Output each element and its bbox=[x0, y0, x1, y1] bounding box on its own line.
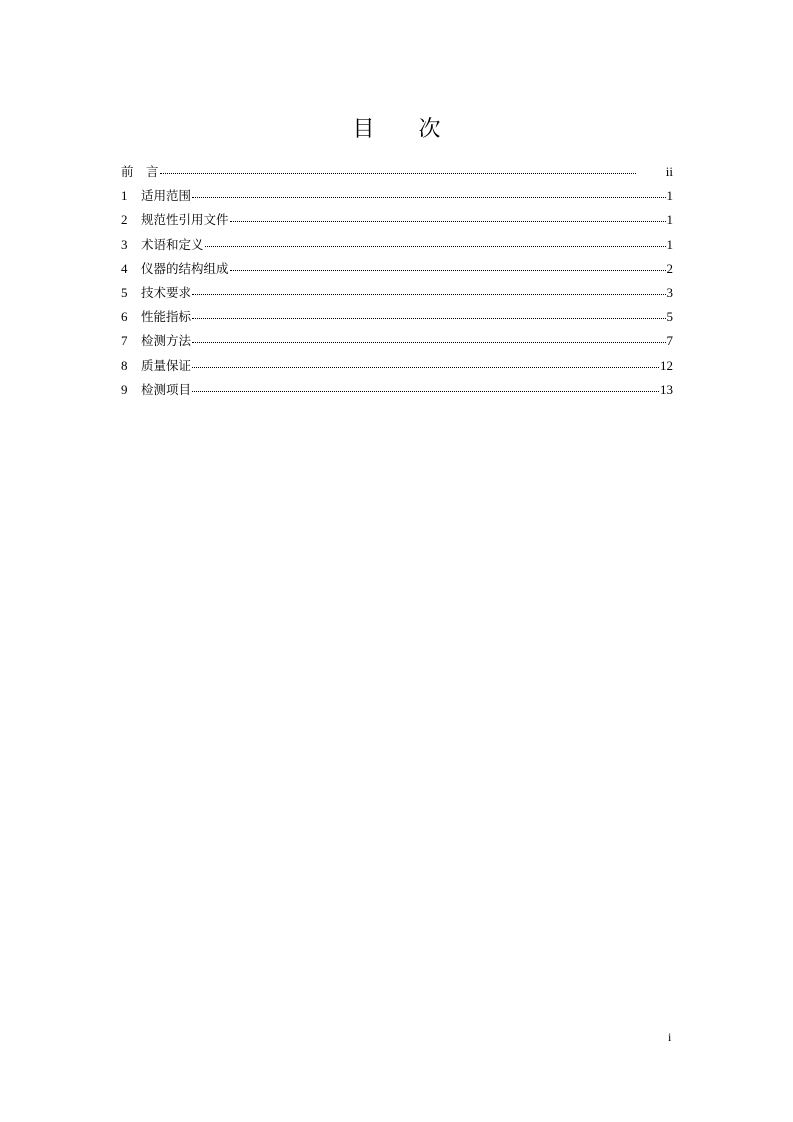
toc-leader-dots bbox=[192, 317, 665, 319]
toc-entry-label: 适用范围 bbox=[141, 188, 192, 204]
toc-entry-label: 质量保证 bbox=[141, 357, 192, 373]
toc-entry[interactable] bbox=[121, 358, 673, 382]
page-number: i bbox=[668, 1030, 672, 1044]
toc-entry[interactable] bbox=[121, 333, 673, 357]
toc-entry[interactable] bbox=[121, 188, 673, 212]
toc-leader-dots bbox=[192, 341, 665, 343]
toc-entry-label: 规范性引用文件 bbox=[141, 212, 229, 228]
toc-entry-page: 1 bbox=[666, 236, 673, 252]
toc-entry-page: 7 bbox=[666, 333, 673, 349]
toc-entry-label: 检测方法 bbox=[141, 333, 192, 349]
toc-leader-dots bbox=[192, 293, 665, 295]
toc-entry[interactable] bbox=[121, 382, 673, 406]
toc-entry-number: 3 bbox=[121, 236, 128, 252]
toc-entry[interactable] bbox=[121, 261, 673, 285]
toc-entry-number: 9 bbox=[121, 381, 128, 397]
toc-entry-page: 2 bbox=[666, 260, 673, 276]
toc-leader-dots bbox=[230, 269, 666, 271]
toc-entry-number: 1 bbox=[121, 188, 128, 204]
toc-entry-label: 技术要求 bbox=[141, 284, 192, 300]
toc-entry-number: 8 bbox=[121, 357, 128, 373]
toc-entry[interactable] bbox=[121, 237, 673, 261]
toc-entry-label: 仪器的结构组成 bbox=[141, 260, 229, 276]
toc-leader-dots bbox=[160, 172, 636, 174]
page-title: 目 次 bbox=[352, 117, 441, 142]
toc-leader-dots bbox=[192, 196, 665, 198]
toc-entry-page: 1 bbox=[666, 188, 673, 204]
toc-entry-number: 4 bbox=[121, 260, 128, 276]
toc-entry-label: 术语和定义 bbox=[141, 236, 204, 252]
toc-leader-dots bbox=[205, 245, 666, 247]
toc-entry-page: 3 bbox=[666, 284, 673, 300]
toc-entry-number: 5 bbox=[121, 284, 128, 300]
table-of-contents bbox=[121, 164, 673, 406]
toc-entry[interactable] bbox=[121, 309, 673, 333]
toc-leader-dots bbox=[192, 390, 659, 392]
toc-entry-page: 13 bbox=[660, 381, 673, 397]
toc-entry-number: 2 bbox=[121, 212, 128, 228]
toc-entry-label: 前 言 bbox=[121, 164, 159, 179]
toc-leader-dots bbox=[192, 366, 659, 368]
toc-entry-number: 7 bbox=[121, 333, 128, 349]
toc-entry-preface[interactable] bbox=[121, 164, 673, 188]
toc-entry-label: 检测项目 bbox=[141, 381, 192, 397]
toc-entry[interactable] bbox=[121, 212, 673, 236]
toc-entry-page: 12 bbox=[660, 357, 673, 373]
toc-entry-page: ii bbox=[665, 164, 673, 179]
toc-entry-label: 性能指标 bbox=[141, 309, 192, 325]
toc-entry-page: 1 bbox=[666, 212, 673, 228]
toc-leader-dots bbox=[230, 220, 666, 222]
toc-entry-page: 5 bbox=[666, 309, 673, 325]
toc-entry[interactable] bbox=[121, 285, 673, 309]
toc-entry-number: 6 bbox=[121, 309, 128, 325]
